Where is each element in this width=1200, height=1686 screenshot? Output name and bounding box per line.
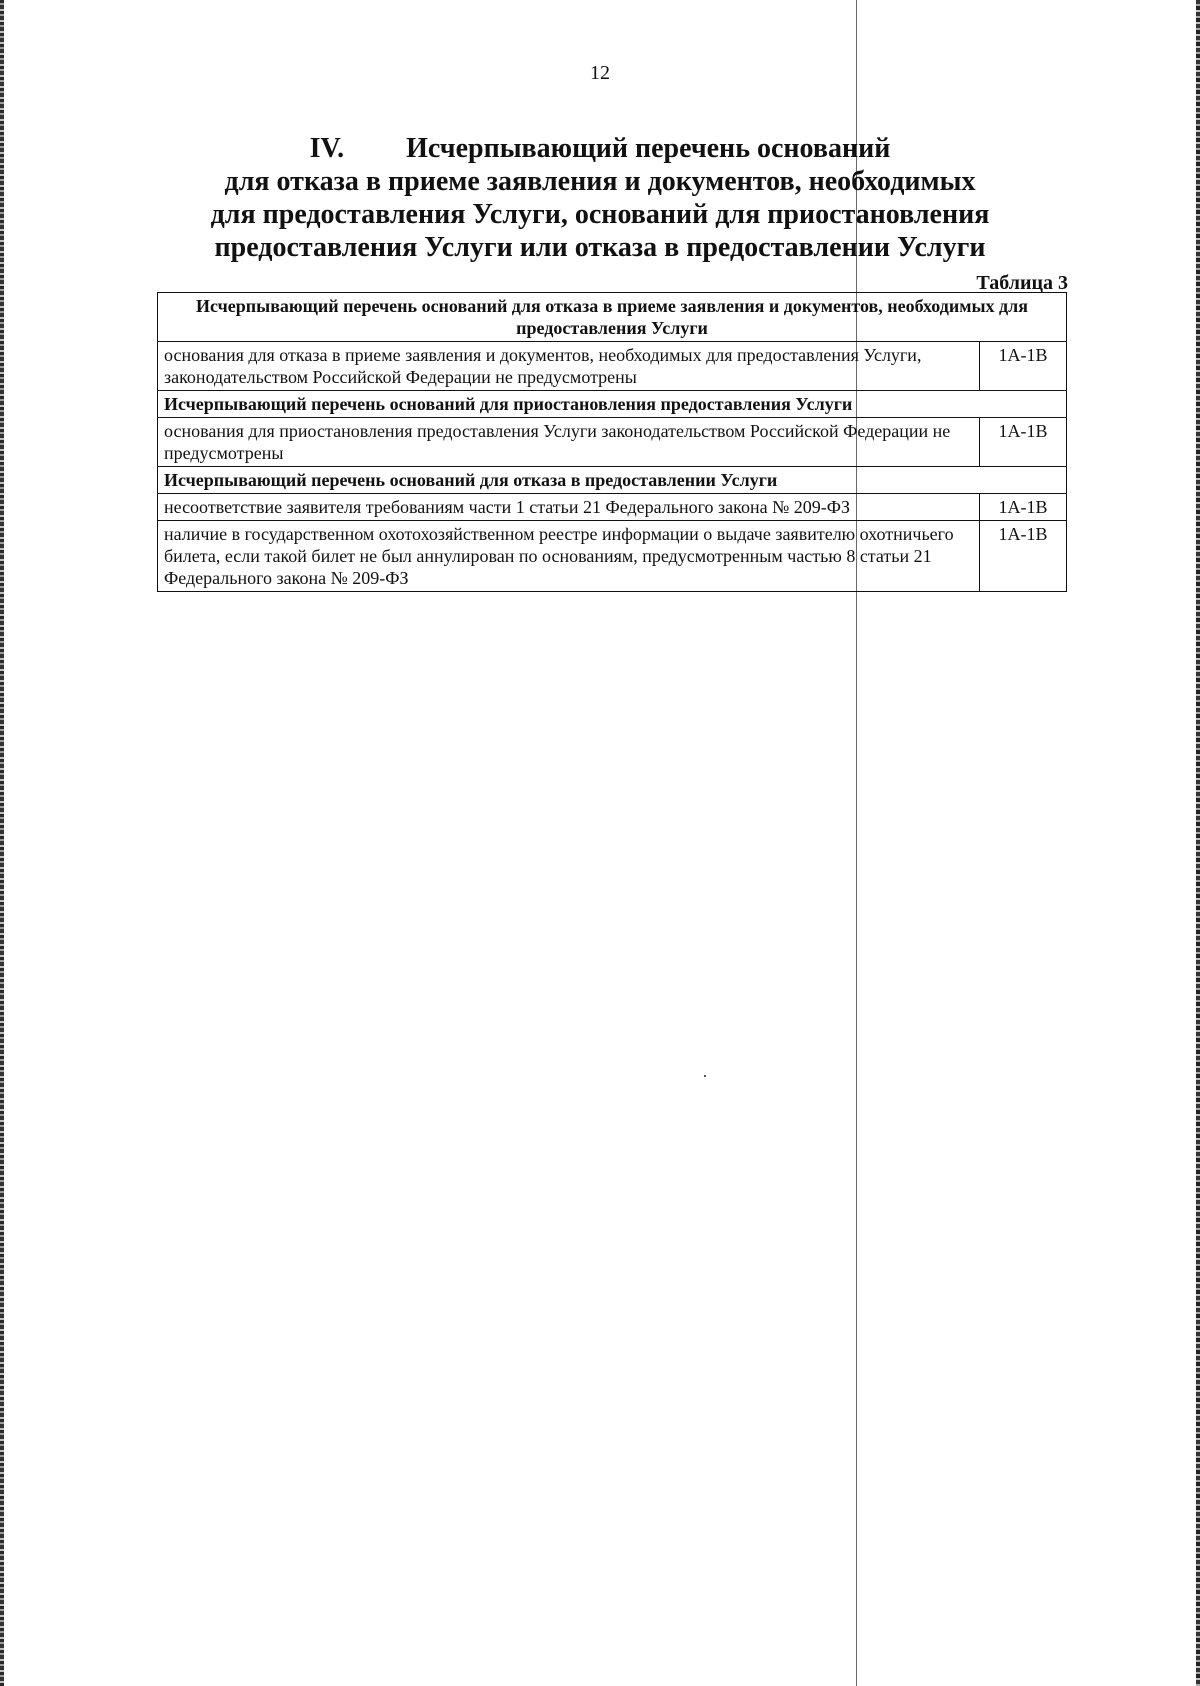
row-text: наличие в государственном охотохозяйственном реестре информации о выдаче заявителю охотничьего билета, если такой билет не был аннулирован по основаниям, предусмотренным частью 8 статьи 21 Федерального закона № 209-ФЗ	[158, 521, 980, 592]
row-code: 1А-1В	[980, 521, 1067, 592]
page-number: 12	[590, 62, 610, 84]
row-text: основания для приостановления предоставления Услуги законодательством Российской Федерации не предусмотрены	[158, 418, 980, 467]
group-heading-suspension: Исчерпывающий перечень оснований для приостановления предоставления Услуги	[158, 391, 1067, 418]
table-group-heading-row	[158, 293, 1067, 342]
row-text: несоответствие заявителя требованиям части 1 статьи 21 Федерального закона № 209-ФЗ	[158, 494, 980, 521]
section-title	[150, 132, 1050, 264]
section-title-line-2: для отказа в приеме заявления и документов, необходимых	[224, 166, 976, 197]
table-row	[158, 342, 1067, 391]
row-code: 1А-1В	[980, 342, 1067, 391]
scan-speck	[704, 1075, 706, 1077]
table-row	[158, 494, 1067, 521]
section-title-line-3: для предоставления Услуги, оснований для приостановления	[210, 199, 990, 230]
scan-left-edge	[0, 0, 4, 1686]
scan-right-edge	[1196, 0, 1200, 1686]
table-caption: Таблица 3	[976, 272, 1068, 294]
row-code: 1А-1В	[980, 494, 1067, 521]
section-roman-numeral: IV.	[309, 133, 345, 164]
row-code: 1А-1В	[980, 418, 1067, 467]
row-text: основания для отказа в приеме заявления и документов, необходимых для предоставления Услуги, законодательством Российской Федерации не предусмотрены	[158, 342, 980, 391]
table-row	[158, 418, 1067, 467]
section-title-line-4: предоставления Услуги или отказа в предоставлении Услуги	[214, 232, 986, 263]
section-title-text-1: Исчерпывающий перечень оснований	[406, 133, 891, 164]
section-title-line-1	[150, 132, 1050, 165]
table-row	[158, 521, 1067, 592]
group-heading-refusal-acceptance: Исчерпывающий перечень оснований для отказа в приеме заявления и документов, необходимых для предоставления Услуги	[158, 293, 1067, 342]
table-group-heading-row	[158, 391, 1067, 418]
grounds-table	[157, 292, 1067, 592]
table-group-heading-row	[158, 467, 1067, 494]
group-heading-refusal-service: Исчерпывающий перечень оснований для отказа в предоставлении Услуги	[158, 467, 1067, 494]
